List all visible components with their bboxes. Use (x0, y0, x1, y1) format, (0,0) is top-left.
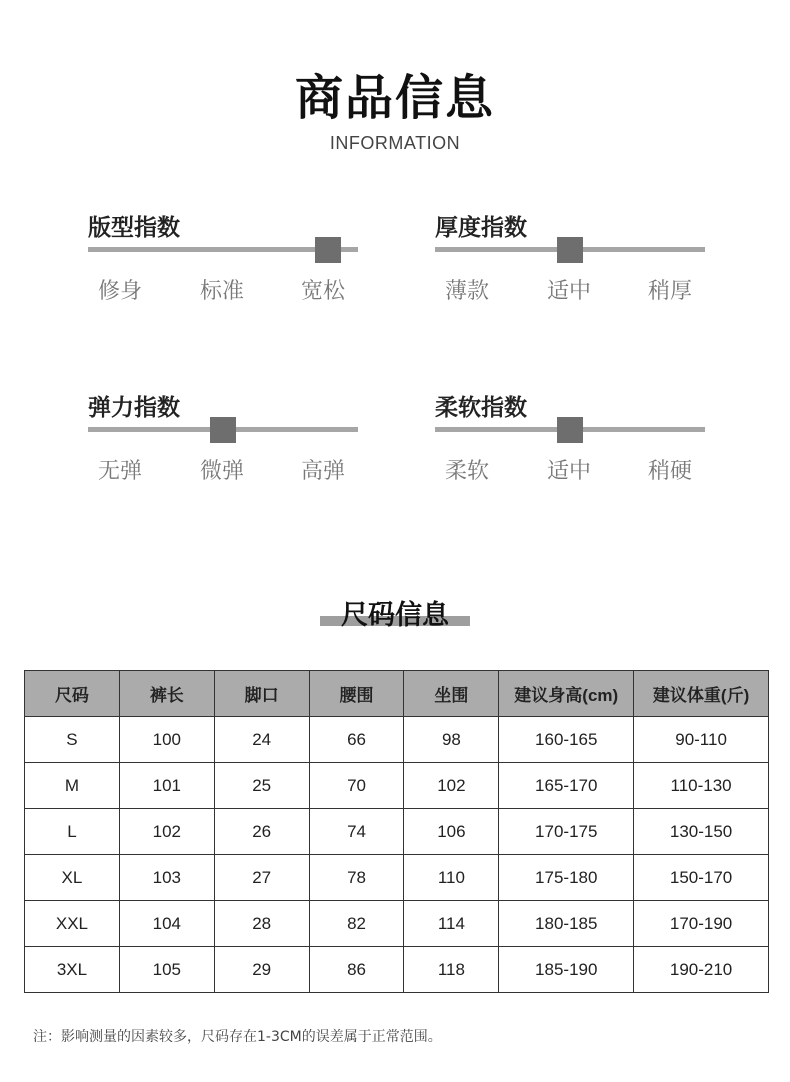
table-cell: 29 (214, 947, 309, 993)
table-cell: 90-110 (634, 717, 769, 763)
table-cell: M (25, 763, 120, 809)
table-cell: 28 (214, 901, 309, 947)
table-cell: 104 (119, 901, 214, 947)
table-cell: 175-180 (499, 855, 634, 901)
page-subtitle: INFORMATION (329, 133, 461, 153)
table-cell: XL (25, 855, 120, 901)
table-cell: 82 (309, 901, 404, 947)
table-cell: 100 (119, 717, 214, 763)
measurement-note: 注：影响测量的因素较多，尺码存在1-3CM的误差属于正常范围。 (33, 1029, 442, 1045)
table-cell: 110-130 (634, 763, 769, 809)
table-row (25, 947, 769, 993)
table-row (25, 901, 769, 947)
table-cell: 130-150 (634, 809, 769, 855)
table-cell: 98 (404, 717, 499, 763)
elasticity-index (88, 393, 360, 493)
fit-option-slim: 修身 (98, 279, 143, 304)
header-suggested-height: 建议身高(cm) (499, 671, 634, 717)
thickness-option-medium: 适中 (547, 279, 592, 304)
table-cell: 110 (404, 855, 499, 901)
size-table (24, 670, 769, 993)
elasticity-index-label: 弹力指数 (88, 395, 180, 421)
fit-option-loose: 宽松 (301, 279, 346, 304)
table-row (25, 855, 769, 901)
header-waist: 腰围 (309, 671, 404, 717)
softness-option-soft: 柔软 (445, 459, 490, 484)
table-cell: 27 (214, 855, 309, 901)
softness-index-label: 柔软指数 (435, 395, 527, 421)
table-cell: 165-170 (499, 763, 634, 809)
table-cell: S (25, 717, 120, 763)
table-row (25, 809, 769, 855)
table-cell: 101 (119, 763, 214, 809)
table-cell: 70 (309, 763, 404, 809)
elasticity-option-high: 高弹 (301, 459, 346, 484)
table-cell: 105 (119, 947, 214, 993)
table-cell: 66 (309, 717, 404, 763)
table-cell: 78 (309, 855, 404, 901)
softness-option-stiff: 稍硬 (648, 459, 693, 484)
table-row (25, 763, 769, 809)
table-row (25, 717, 769, 763)
fit-index (88, 213, 360, 313)
fit-index-label: 版型指数 (88, 215, 180, 241)
fit-option-standard: 标准 (200, 279, 245, 304)
fit-index-marker (315, 237, 341, 263)
size-section-heading (0, 598, 790, 638)
softness-option-medium: 适中 (547, 459, 592, 484)
table-cell: 106 (404, 809, 499, 855)
thickness-option-thin: 薄款 (445, 279, 490, 304)
header-pants-length: 裤长 (119, 671, 214, 717)
thickness-index-label: 厚度指数 (435, 215, 527, 241)
table-cell: 185-190 (499, 947, 634, 993)
table-cell: 3XL (25, 947, 120, 993)
softness-index-marker (557, 417, 583, 443)
header-hip: 坐围 (404, 671, 499, 717)
size-section-title: 尺码信息 (341, 600, 449, 631)
table-cell: XXL (25, 901, 120, 947)
header-leg-opening: 脚口 (214, 671, 309, 717)
thickness-option-thick: 稍厚 (648, 279, 693, 304)
thickness-index (435, 213, 707, 313)
table-cell: 102 (404, 763, 499, 809)
table-cell: 102 (119, 809, 214, 855)
table-cell: 190-210 (634, 947, 769, 993)
table-cell: 114 (404, 901, 499, 947)
thickness-index-marker (557, 237, 583, 263)
table-cell: 25 (214, 763, 309, 809)
softness-index (435, 393, 707, 493)
table-cell: 150-170 (634, 855, 769, 901)
header-size: 尺码 (25, 671, 120, 717)
header-suggested-weight: 建议体重(斤) (634, 671, 769, 717)
table-cell: 103 (119, 855, 214, 901)
table-cell: L (25, 809, 120, 855)
page-title: 商品信息 (294, 70, 495, 126)
table-cell: 26 (214, 809, 309, 855)
table-cell: 170-175 (499, 809, 634, 855)
elasticity-index-marker (210, 417, 236, 443)
size-table-header-row (25, 671, 769, 717)
elasticity-option-none: 无弹 (98, 459, 143, 484)
table-cell: 180-185 (499, 901, 634, 947)
table-cell: 74 (309, 809, 404, 855)
table-cell: 160-165 (499, 717, 634, 763)
table-cell: 86 (309, 947, 404, 993)
table-cell: 170-190 (634, 901, 769, 947)
table-cell: 118 (404, 947, 499, 993)
elasticity-option-slight: 微弹 (200, 459, 245, 484)
table-cell: 24 (214, 717, 309, 763)
